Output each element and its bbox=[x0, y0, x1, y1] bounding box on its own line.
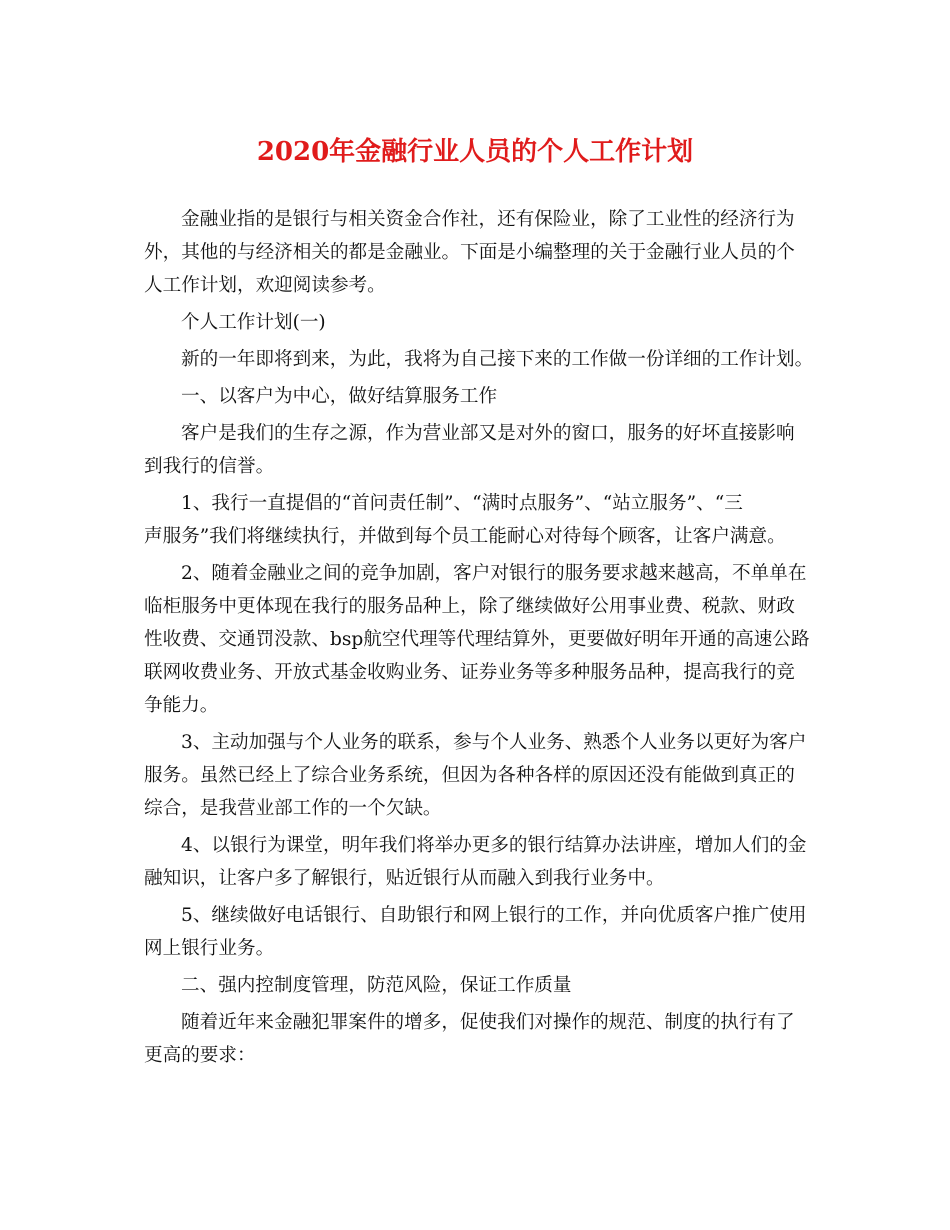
paragraph-line: 性收费、交通罚没款、bsp航空代理等代理结算外，更要做好明年开通的高速公路 bbox=[144, 629, 810, 650]
paragraph-line: 临柜服务中更体现在我行的服务品种上，除了继续做好公用事业费、税款、财政 bbox=[144, 596, 795, 617]
paragraph-line: 2、随着金融业之间的竞争加剧，客户对银行的服务要求越来越高，不单单在 bbox=[181, 563, 807, 584]
paragraph bbox=[144, 899, 808, 965]
paragraph-line: 更高的要求： bbox=[144, 1045, 256, 1066]
paragraph-line: 到我行的信誉。 bbox=[144, 456, 275, 477]
paragraph-line: 争能力。 bbox=[144, 695, 219, 716]
paragraph-line: 人工作计划，欢迎阅读参考。 bbox=[144, 275, 386, 296]
paragraph-line: 联网收费业务、开放式基金收购业务、证券业务等多种服务品种，提高我行的竞 bbox=[144, 662, 795, 683]
paragraph bbox=[144, 203, 808, 302]
paragraph-line: 5、继续做好电话银行、自助银行和网上银行的工作，并向优质客户推广使用 bbox=[181, 905, 807, 926]
paragraph-line: 客户是我们的生存之源，作为营业部又是对外的窗口，服务的好坏直接影响 bbox=[181, 423, 795, 444]
paragraph bbox=[144, 969, 808, 1002]
paragraph-line: 金融业指的是银行与相关资金合作社，还有保险业，除了工业性的经济行为 bbox=[181, 209, 795, 230]
paragraph bbox=[144, 343, 814, 376]
paragraph-line: 网上银行业务。 bbox=[144, 938, 275, 959]
paragraph bbox=[144, 726, 808, 825]
paragraph-line: 随着近年来金融犯罪案件的增多，促使我们对操作的规范、制度的执行有了 bbox=[181, 1012, 795, 1033]
paragraph-line: 服务。虽然已经上了综合业务系统，但因为各种各样的原因还没有能做到真正的 bbox=[144, 765, 795, 786]
paragraph-line: 声服务”我们将继续执行，并做到每个员工能耐心对待每个顾客，让客户满意。 bbox=[144, 526, 786, 547]
paragraph-line: 综合，是我营业部工作的一个欠缺。 bbox=[144, 798, 442, 819]
paragraph-line: 3、主动加强与个人业务的联系，参与个人业务、熟悉个人业务以更好为客户 bbox=[181, 732, 807, 753]
paragraph-line: 1、我行一直提倡的“首问责任制”、“满时点服务”、“站立服务”、“三 bbox=[181, 493, 743, 514]
paragraph bbox=[144, 557, 808, 722]
paragraph bbox=[144, 1006, 808, 1072]
paragraph bbox=[144, 380, 808, 413]
paragraph-line: 外，其他的与经济相关的都是金融业。下面是小编整理的关于金融行业人员的个 bbox=[144, 242, 795, 263]
paragraph bbox=[144, 487, 808, 553]
paragraph bbox=[144, 417, 808, 483]
paragraph-line: 一、以客户为中心，做好结算服务工作 bbox=[181, 386, 498, 407]
paragraph-line: 4、以银行为课堂，明年我们将举办更多的银行结算办法讲座，增加人们的金 bbox=[181, 835, 807, 856]
paragraph-line: 个人工作计划(一) bbox=[181, 312, 326, 333]
paragraph bbox=[144, 306, 808, 339]
document-body bbox=[144, 203, 814, 1076]
paragraph-line: 融知识，让客户多了解银行，贴近银行从而融入到我行业务中。 bbox=[144, 868, 665, 889]
paragraph-line: 二、强内控制度管理，防范风险，保证工作质量 bbox=[181, 975, 572, 996]
paragraph-line: 新的一年即将到来，为此，我将为自己接下来的工作做一份详细的工作计划。 bbox=[181, 349, 814, 370]
document-title: 2020年金融行业人员的个人工作计划 bbox=[256, 137, 694, 167]
paragraph bbox=[144, 829, 808, 895]
